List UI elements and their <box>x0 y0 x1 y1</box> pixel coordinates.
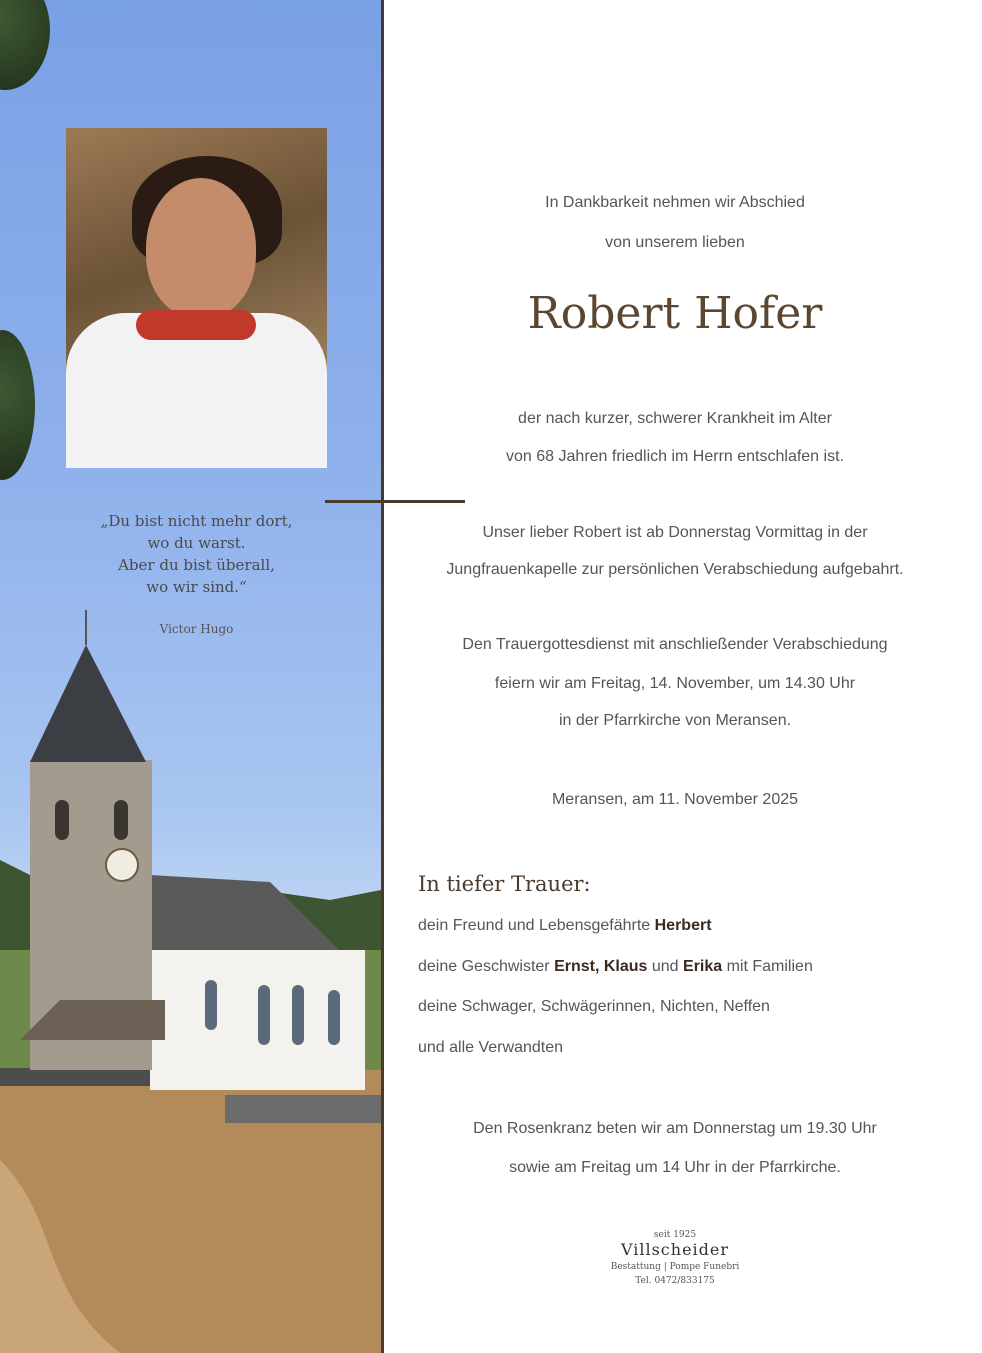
notice-text-panel <box>384 0 982 1353</box>
quote <box>66 510 327 598</box>
quote-line: „Du bist nicht mehr dort, <box>100 512 293 530</box>
mourner-line: und alle Verwandten <box>418 1039 563 1056</box>
mourner-line: deine Geschwister Ernst, Klaus und Erika mit Familien <box>418 958 813 975</box>
tree-middle <box>0 330 35 480</box>
body-line: von 68 Jahren friedlich im Herrn entschlafen ist. <box>506 448 844 465</box>
logo-name: Villscheider <box>620 1240 730 1259</box>
body-line: feiern wir am Freitag, 14. November, um 14.30 Uhr <box>494 675 856 692</box>
logo-tagline: Bestattung | Pompe Funebri <box>610 1262 740 1272</box>
rosary-line: Den Rosenkranz beten wir am Donnerstag um 19.30 Uhr <box>473 1120 877 1137</box>
intro-line: von unserem lieben <box>605 234 745 251</box>
body-line: in der Pfarrkirche von Meransen. <box>558 712 792 729</box>
mourners-heading: In tiefer Trauer: <box>418 872 591 896</box>
body-line: Unser lieber Robert ist ab Donnerstag Vormittag in der <box>482 524 868 541</box>
logo-since: seit 1925 <box>653 1230 697 1240</box>
logo-phone: Tel. 0472/833175 <box>635 1276 715 1286</box>
tree-top <box>0 0 50 90</box>
mourner-line: deine Schwager, Schwägerinnen, Nichten, Neffen <box>418 998 770 1015</box>
body-line: Jungfrauenkapelle zur persönlichen Verabschiedung aufgebahrt. <box>446 561 904 578</box>
quote-line: wo du warst. <box>147 534 246 552</box>
quote-line: Aber du bist überall, <box>118 556 275 574</box>
church-landscape <box>0 600 381 1353</box>
body-line: Den Trauergottesdienst mit anschließender Verabschiedung <box>462 636 888 653</box>
portrait-photo <box>66 128 327 468</box>
left-image-panel <box>0 0 381 1353</box>
intro-line: In Dankbarkeit nehmen wir Abschied <box>545 194 805 211</box>
quote-author: Victor Hugo <box>159 622 234 636</box>
mourner-line: dein Freund und Lebensgefährte Herbert <box>418 917 712 934</box>
rosary-line: sowie am Freitag um 14 Uhr in der Pfarrkirche. <box>509 1159 841 1176</box>
deceased-name: Robert Hofer <box>527 288 823 339</box>
place-date: Meransen, am 11. November 2025 <box>551 791 799 808</box>
quote-line: wo wir sind.“ <box>146 578 247 596</box>
body-line: der nach kurzer, schwerer Krankheit im Alter <box>518 410 832 427</box>
